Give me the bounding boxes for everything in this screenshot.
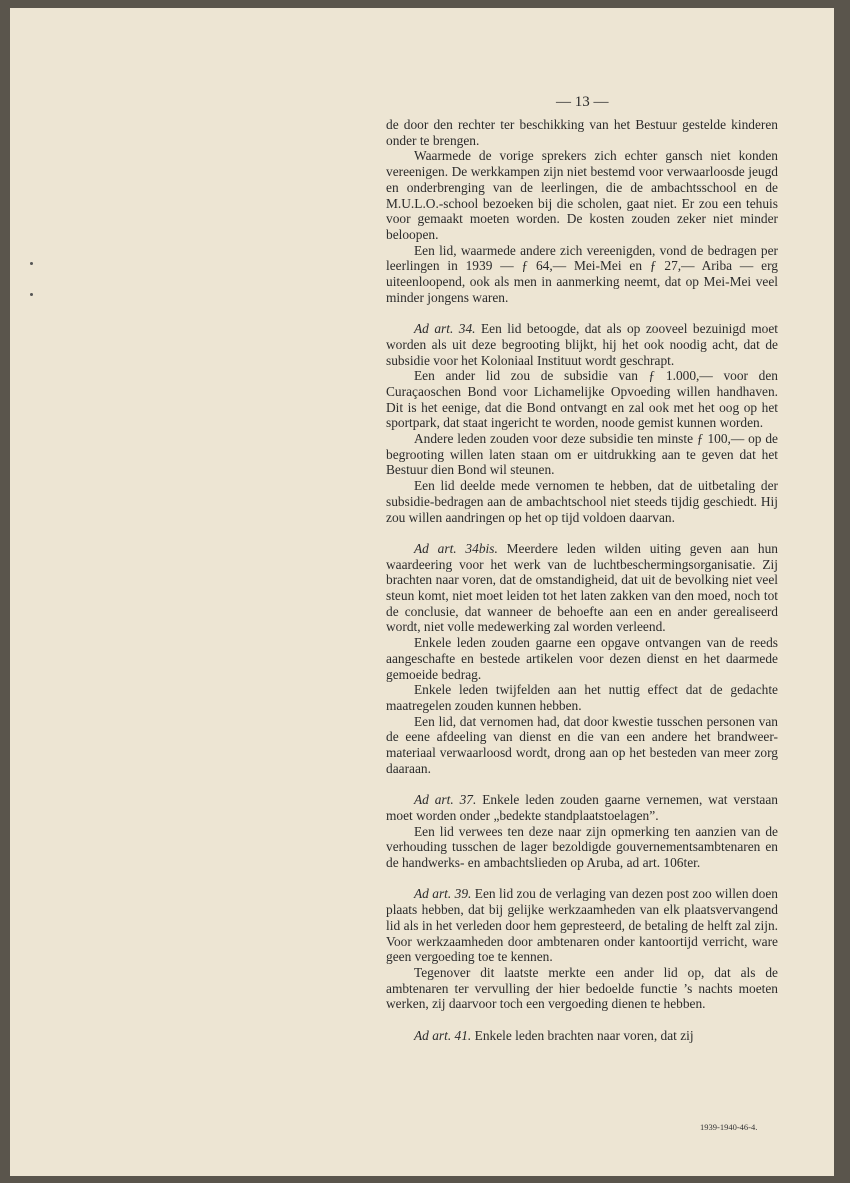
paragraph: Enkele leden twijfelden aan het nuttig effect dat de gedachte maatregelen zouden kunnen hebben.: [386, 682, 778, 713]
article-label: Ad art. 41.: [414, 1027, 472, 1043]
margin-mark: [30, 293, 33, 296]
body-text: [386, 117, 778, 1043]
footer-code: 1939-1940-46-4.: [700, 1122, 758, 1132]
article-label: Ad art. 37.: [414, 792, 477, 808]
article-paragraph: Ad art. 34bis. Meerdere leden wilden uiting geven aan hun waardeering voor het werk van de luchtbeschermingsorganisatie. Zij brachten naar voren, dat de omstandigheid, dat uit de bevolking niet veel steun komt, niet moet leiden tot het laten zakken van den moed, noch tot de conclusie, dat wanneer de behoefte aan een en ander gerealiseerd wordt, niet volle medewerking zal worden verleend.: [386, 540, 778, 635]
paragraph: Een lid verwees ten deze naar zijn opmerking ten aanzien van de verhouding tusschen de lager bezoldigde gouvernementsambtenaren en de handwerks- en ambachtslieden op Aruba, ad art. 106ter.: [386, 823, 778, 870]
paragraph: Een lid deelde mede vernomen te hebben, dat de uitbetaling der subsidie-bedragen aan de ambachtschool niet steeds tijdig geschiedt. Hij zou willen aandringen op het op tijd voldoen daarvan.: [386, 478, 778, 525]
paragraph: Een ander lid zou de subsidie van ƒ 1.000,— voor den Curaçaoschen Bond voor Lichamelijke Opvoeding willen handhaven. Dit is het eenige, dat die Bond ontvangt en zal ook met het oog op het sportpark, dat staat ingericht te worden, noode gemist kunnen worden.: [386, 368, 778, 431]
article-paragraph: Ad art. 41. Enkele leden brachten naar voren, dat zij: [414, 1027, 694, 1043]
article-label: Ad art. 34.: [414, 321, 476, 337]
article-paragraph: Ad art. 37. Enkele leden zouden gaarne vernemen, wat verstaan moet worden onder „bedekte standplaatstoelagen”.: [386, 792, 778, 823]
paragraph: Enkele leden zouden gaarne een opgave ontvangen van de reeds aangeschafte en bestede artikelen voor dezen dienst en het daarmede gemoeide bedrag.: [386, 635, 778, 682]
paragraph: de door den rechter ter beschikking van het Bestuur gestelde kinderen onder te brengen.: [386, 117, 778, 148]
paragraph: Een lid, waarmede andere zich vereenigden, vond de bedragen per leerlingen in 1939 — ƒ 64,— Mei-Mei en ƒ 27,— Ariba — erg uiteenloopend, ook als men in aanmerking neemt, dat op Mei-Mei veel minder jongens waren.: [386, 242, 778, 305]
article-paragraph: Ad art. 39. Een lid zou de verlaging van dezen post zoo willen doen plaats hebben, dat bij gelijke werkzaamheden van elk plaatsvervangend lid als in het verleden door hem gepresteerd, de betaling de helft zal zijn. Voor werkzaamheden door ambtenaren onder kantoortijd verricht, ware geen vergoeding toe te kennen.: [386, 886, 778, 965]
paragraph: Andere leden zouden voor deze subsidie ten minste ƒ 100,— op de begrooting willen laten staan om er uitdrukking aan te geven dat het Bestuur dien Bond wil steunen.: [386, 431, 778, 478]
page-number: — 13 —: [556, 94, 609, 110]
paragraph: Waarmede de vorige sprekers zich echter gansch niet konden vereenigen. De werkkampen zijn niet bestemd voor verwaarloosde jeugd en onderbrenging van de leerlingen, die de ambachtsschool en de M.U.L.O.-school bezoeken bij die scholen, gaat niet. Er zou een tehuis voor gemaakt moeten worden. De kosten zouden zeker niet minder beloopen.: [386, 148, 778, 242]
paragraph: Een lid, dat vernomen had, dat door kwestie tusschen personen van de eene afdeeling van dienst en die van een andere het brandweer-materiaal verwaarloosd wordt, drong aan op het besteden van meer zorg daaraan.: [386, 713, 778, 776]
article-label: Ad art. 34bis.: [414, 540, 498, 556]
article-label: Ad art. 39.: [414, 886, 472, 902]
article-paragraph: Ad art. 34. Een lid betoogde, dat als op zooveel bezuinigd moet worden als uit deze begrooting blijkt, hij het ook noodig acht, dat de subsidie voor het Koloniaal Instituut wordt geschrapt.: [386, 321, 778, 368]
margin-mark: [30, 262, 33, 265]
paragraph: Tegenover dit laatste merkte een ander lid op, dat als de ambtenaren ter vervulling der hier bedoelde functie ’s nachts moeten werken, zij daarvoor toch een vergoeding dienen te hebben.: [386, 964, 778, 1012]
